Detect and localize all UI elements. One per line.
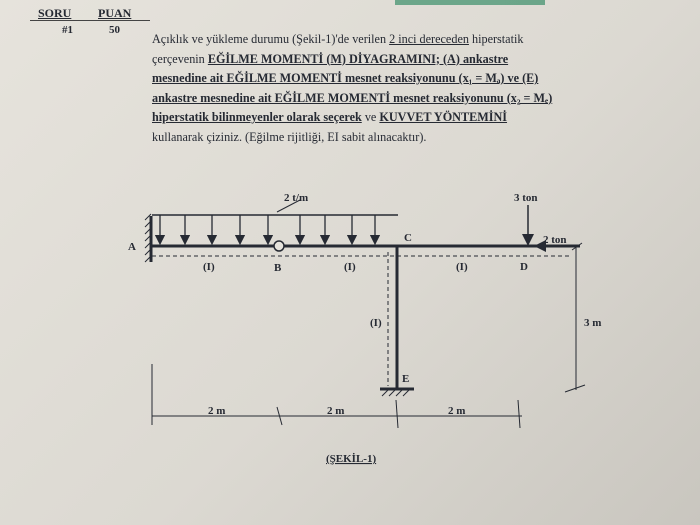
label-load-distributed: 2 t/m <box>284 192 309 204</box>
ei-label-cd: (I) <box>456 261 468 273</box>
puan-label: PUAN <box>98 6 132 20</box>
label-load-2ton: 2 ton <box>543 234 567 246</box>
node-label-e: E <box>402 373 410 385</box>
frame-members <box>152 241 580 388</box>
distributed-load <box>152 200 398 240</box>
node-label-b: B <box>274 262 282 274</box>
ei-label-ce: (I) <box>370 317 382 329</box>
node-label-d: D <box>520 261 528 273</box>
problem-line-6: kullanarak çiziniz. (Eğilme rijitliği, EI sabit alınacaktır). <box>152 129 427 144</box>
dimension-bc: 2 m <box>327 405 345 417</box>
problem-line-1: Açıklık ve yükleme durumu (Şekil-1)'de verilen 2 inci dereceden hiperstatik <box>152 32 524 46</box>
question-number: #1 <box>62 24 73 36</box>
fixed-support-e <box>380 389 414 396</box>
ei-label-bc: (I) <box>344 261 356 273</box>
problem-line-2: çerçevenin EĞİLME MOMENTİ (M) DİYAGRAMINI; (A) ankastre <box>152 51 509 66</box>
ei-label-ab: (I) <box>203 261 215 273</box>
dimension-ab: 2 m <box>208 405 226 417</box>
problem-line-4: ankastre mesnedine ait EĞİLME MOMENTİ mesnet reaksiyonunu (x₂ = Mₑ) <box>152 90 553 105</box>
node-label-a: A <box>128 241 136 253</box>
problem-line-5: hiperstatik bilinmeyenler olarak seçerek ve KUVVET YÖNTEMİNİ <box>152 110 508 125</box>
label-load-3ton: 3 ton <box>514 192 538 204</box>
fixed-support-a <box>145 214 151 262</box>
question-points: 50 <box>109 24 120 36</box>
dimension-height: 3 m <box>584 317 602 329</box>
soru-label: SORU <box>38 6 72 20</box>
problem-line-3: mesnedine ait EĞİLME MOMENTİ mesnet reaksiyonunu (x₁ = Mₐ) ve (E) <box>152 71 539 86</box>
dimension-cd: 2 m <box>448 405 466 417</box>
node-label-c: C <box>404 232 412 244</box>
figure-caption: (ŞEKİL-1) <box>326 453 377 465</box>
